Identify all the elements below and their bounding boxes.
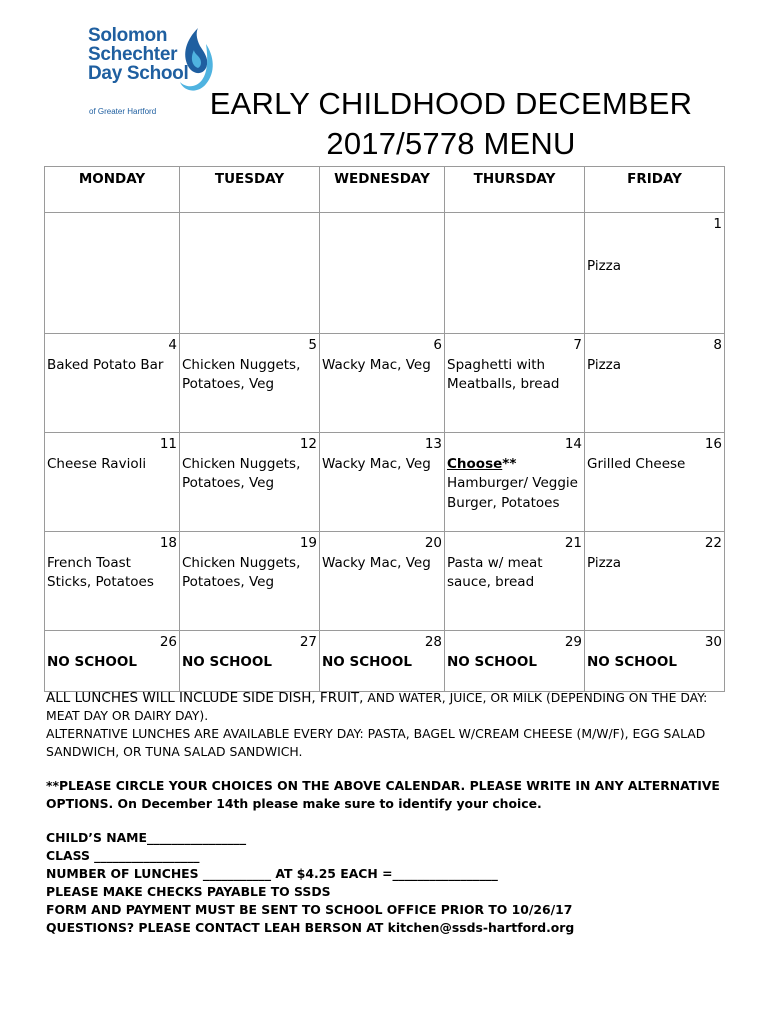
day-cell (445, 213, 585, 334)
title-line-2: 2017/5778 MENU (326, 126, 576, 161)
day-cell (320, 631, 445, 692)
header-row (45, 167, 725, 213)
number-of-lunches-field: NUMBER OF LUNCHES ___________ AT $4.25 EACH =_________________ (46, 866, 498, 881)
day-cell (180, 532, 320, 631)
day-cell (180, 631, 320, 692)
menu-calendar-table (44, 166, 725, 692)
meal-text: French Toast Sticks, Potatoes (47, 554, 154, 590)
day-number: 5 (308, 337, 317, 353)
choose-label: Choose (447, 455, 503, 472)
alternatives-note: ALTERNATIVE LUNCHES ARE AVAILABLE EVERY DAY: PASTA, BAGEL W/CREAM CHEESE (M/W/F), EGG SALAD SANDWICH, OR TUNA SALAD SANDWICH. (46, 726, 706, 759)
circle-choices-text-a: **PLEASE CIRCLE YOUR CHOICES ON THE ABOVE CALENDAR. PLEASE WRITE IN ANY ALTERNATIVE OPTIONS. (46, 778, 720, 811)
day-cell (45, 532, 180, 631)
day-cell (180, 213, 320, 334)
day-number: 13 (424, 436, 442, 452)
header-friday: FRIDAY (585, 167, 725, 213)
day-cell (585, 334, 725, 433)
circle-choices-note (46, 777, 726, 813)
meal-text: Pizza (587, 356, 622, 373)
meal-text: NO SCHOOL (47, 653, 137, 670)
meal-text: Pasta w/ meat sauce, bread (447, 554, 543, 590)
title-line-1: EARLY CHILDHOOD DECEMBER (209, 86, 693, 121)
day-cell (180, 334, 320, 433)
meal-text: Wacky Mac, Veg (322, 455, 431, 472)
day-number: 4 (168, 337, 177, 353)
logo-subtitle: of Greater Hartford (89, 107, 157, 116)
circle-choices-text-b: On December 14th please make sure to identify your choice. (113, 796, 542, 811)
day-number: 29 (564, 634, 582, 650)
day-cell (585, 631, 725, 692)
day-number: 1 (713, 216, 722, 232)
meal-text: Cheese Ravioli (47, 455, 147, 472)
logo-text (88, 26, 188, 83)
day-cell (45, 213, 180, 334)
day-number: 8 (713, 337, 722, 353)
day-cell (585, 433, 725, 532)
week-row (45, 334, 725, 433)
child-name-field: CHILD’S NAME________________ (46, 830, 247, 845)
day-number: 22 (704, 535, 722, 551)
day-cell (445, 433, 585, 532)
meal-text: Pizza (587, 257, 622, 274)
day-number: 26 (159, 634, 177, 650)
school-logo (88, 26, 218, 116)
day-number: 20 (424, 535, 442, 551)
meal-text: NO SCHOOL (587, 653, 677, 670)
day-number: 21 (564, 535, 582, 551)
day-number: 30 (704, 634, 722, 650)
day-cell (320, 433, 445, 532)
day-cell (45, 334, 180, 433)
contact-note: QUESTIONS? PLEASE CONTACT LEAH BERSON AT kitchen@ssds-hartford.org (46, 920, 575, 935)
day-cell (45, 631, 180, 692)
choose-marks: ** (502, 455, 517, 472)
day-cell (320, 213, 445, 334)
lunch-includes-text-b: AND WATER, JUICE, OR MILK (DEPENDING ON THE DAY: MEAT DAY OR DAIRY DAY). (46, 690, 708, 723)
header-thursday: THURSDAY (445, 167, 585, 213)
meal-text: Wacky Mac, Veg (322, 356, 431, 373)
day-cell (445, 532, 585, 631)
week-row (45, 532, 725, 631)
lunch-includes-text-a: ALL LUNCHES WILL INCLUDE SIDE DISH, FRUIT, (46, 690, 364, 706)
day-cell (320, 532, 445, 631)
meal-text: Grilled Cheese (587, 455, 686, 472)
meal-text: NO SCHOOL (182, 653, 272, 670)
deadline-note: FORM AND PAYMENT MUST BE SENT TO SCHOOL OFFICE PRIOR TO 10/26/17 (46, 902, 573, 917)
day-cell (585, 532, 725, 631)
meal-text: Spaghetti with Meatballs, bread (447, 356, 560, 392)
meal-text: Wacky Mac, Veg (322, 554, 431, 571)
page-title (206, 84, 696, 164)
day-number: 16 (704, 436, 722, 452)
header-monday: MONDAY (45, 167, 180, 213)
day-number: 11 (159, 436, 177, 452)
lunch-includes-note (46, 689, 726, 725)
day-cell (180, 433, 320, 532)
class-field: CLASS _________________ (46, 848, 200, 863)
meal-text: Chicken Nuggets, Potatoes, Veg (182, 356, 301, 392)
day-cell (585, 213, 725, 334)
order-notes (46, 689, 726, 937)
day-number: 19 (299, 535, 317, 551)
checks-payable-note: PLEASE MAKE CHECKS PAYABLE TO SSDS (46, 884, 331, 899)
day-number: 27 (299, 634, 317, 650)
meal-text: Pizza (587, 554, 622, 571)
meal-text: Chicken Nuggets, Potatoes, Veg (182, 455, 301, 491)
meal-text: Hamburger/ Veggie Burger, Potatoes (447, 475, 578, 511)
day-cell (320, 334, 445, 433)
day-number: 28 (424, 634, 442, 650)
meal-text: Baked Potato Bar (47, 356, 164, 373)
meal-text: NO SCHOOL (322, 653, 412, 670)
day-number: 6 (433, 337, 442, 353)
meal-text: Chicken Nuggets, Potatoes, Veg (182, 554, 301, 590)
day-number: 12 (299, 436, 317, 452)
day-number: 7 (573, 337, 582, 353)
week-row (45, 213, 725, 334)
day-cell (445, 334, 585, 433)
week-row (45, 433, 725, 532)
logo-line-3: Day School (88, 63, 189, 84)
week-row (45, 631, 725, 692)
logo-line-1: Solomon (88, 25, 168, 46)
header-tuesday: TUESDAY (180, 167, 320, 213)
day-number: 18 (159, 535, 177, 551)
logo-line-2: Schechter (88, 44, 178, 65)
day-number: 14 (564, 436, 582, 452)
day-cell (45, 433, 180, 532)
day-cell (445, 631, 585, 692)
header-wednesday: WEDNESDAY (320, 167, 445, 213)
meal-text: NO SCHOOL (447, 653, 537, 670)
